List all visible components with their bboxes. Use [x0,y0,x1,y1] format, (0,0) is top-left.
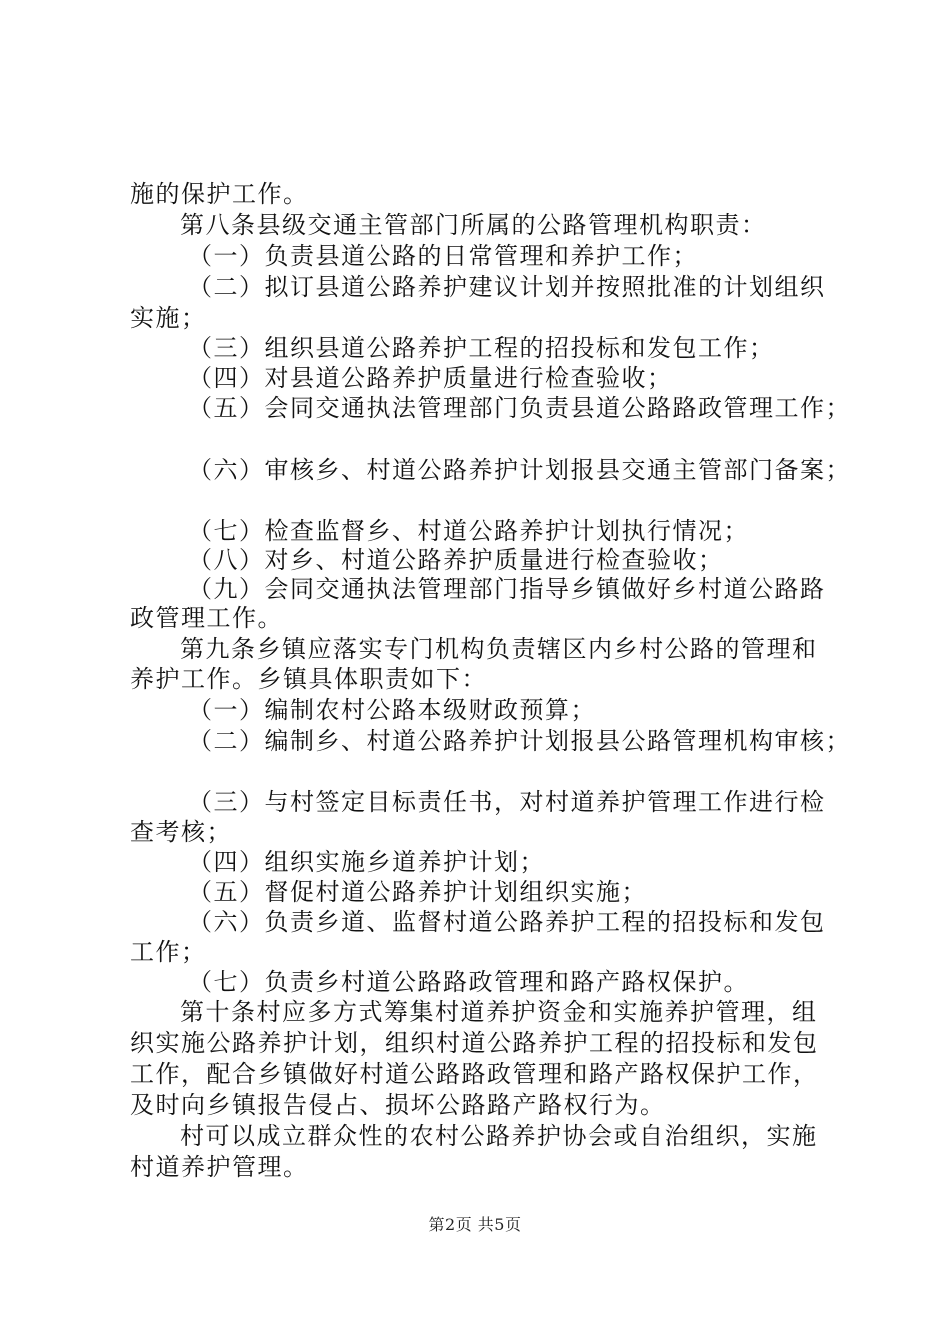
text-line-25: 第十条村应多方式筹集村道养护资金和实施养护管理，组 [180,998,818,1026]
text-line-24: （七）负责乡村道公路路政管理和路产路权保护。 [188,968,749,996]
text-line-17: （二）编制乡、村道公路养护计划报县公路管理机构审核； [188,727,851,755]
text-line-13: 政管理工作。 [130,604,283,632]
text-line-16: （一）编制农村公路本级财政预算； [188,696,596,724]
text-line-28: 及时向乡镇报告侵占、损坏公路路产路权行为。 [130,1091,666,1119]
text-line-2: 第八条县级交通主管部门所属的公路管理机构职责： [180,211,767,239]
page-number-footer: 第2页 共5页 [428,1215,522,1234]
text-line-27: 工作，配合乡镇做好村道公路路政管理和路产路权保护工作， [130,1060,819,1088]
text-line-9: （六）审核乡、村道公路养护计划报县交通主管部门备案； [188,456,851,484]
text-line-29: 村可以成立群众性的农村公路养护协会或自治组织，实施 [180,1122,818,1150]
text-line-3: （一）负责县道公路的日常管理和养护工作； [188,242,698,270]
text-line-5: 实施； [130,304,207,332]
text-line-19: 查考核； [130,818,232,846]
text-line-23: 工作； [130,938,207,966]
text-line-1: 施的保护工作。 [130,180,309,208]
text-line-7: （四）对县道公路养护质量进行检查验收； [188,364,673,392]
text-line-30: 村道养护管理。 [130,1153,309,1181]
text-line-18: （三）与村签定目标责任书，对村道养护管理工作进行检 [188,788,826,816]
text-line-12: （九）会同交通执法管理部门指导乡镇做好乡村道公路路 [188,575,826,603]
text-line-11: （八）对乡、村道公路养护质量进行检查验收； [188,546,724,574]
text-line-22: （六）负责乡道、监督村道公路养护工程的招投标和发包 [188,908,826,936]
text-line-14: 第九条乡镇应落实专门机构负责辖区内乡村公路的管理和 [180,635,818,663]
text-line-8: （五）会同交通执法管理部门负责县道公路路政管理工作； [188,394,851,422]
text-line-4: （二）拟订县道公路养护建议计划并按照批准的计划组织 [188,273,826,301]
text-line-26: 织实施公路养护计划，组织村道公路养护工程的招投标和发包 [130,1029,819,1057]
text-line-20: （四）组织实施乡道养护计划； [188,848,545,876]
text-line-10: （七）检查监督乡、村道公路养护计划执行情况； [188,517,749,545]
text-line-15: 养护工作。乡镇具体职责如下： [130,665,487,693]
text-line-6: （三）组织县道公路养护工程的招投标和发包工作； [188,334,775,362]
text-line-21: （五）督促村道公路养护计划组织实施； [188,878,647,906]
